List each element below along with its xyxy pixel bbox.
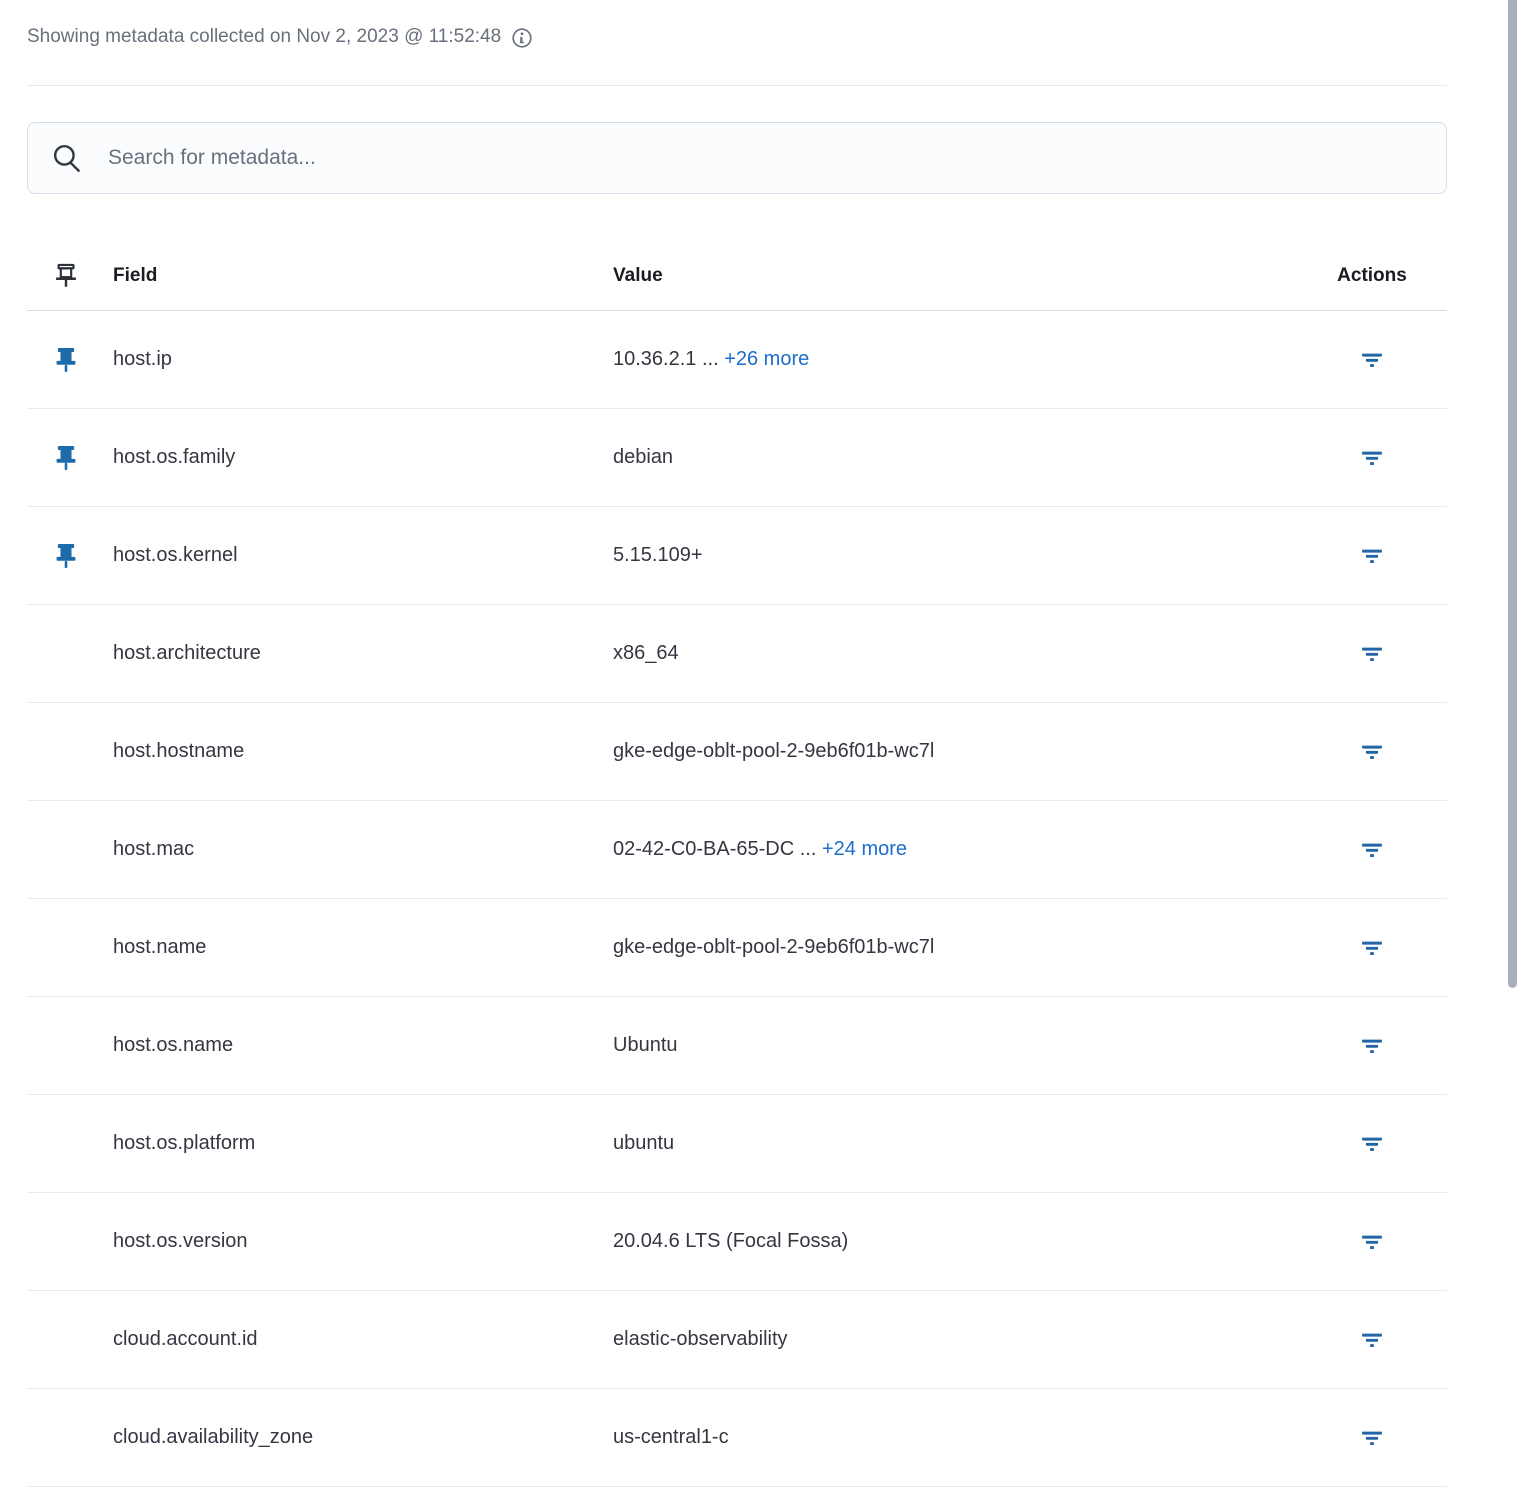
field-name: host.os.kernel <box>113 544 238 566</box>
info-icon[interactable] <box>511 27 533 49</box>
table-row <box>27 1291 1447 1389</box>
pin-outline-icon <box>53 263 79 289</box>
filter-icon <box>1361 643 1383 665</box>
table-row <box>27 997 1447 1095</box>
table-row <box>27 605 1447 703</box>
filter-actions-button[interactable] <box>1355 637 1389 671</box>
pin-button[interactable] <box>50 442 82 474</box>
status-bar <box>27 0 1447 51</box>
filter-icon <box>1361 1035 1383 1057</box>
field-value: 5.15.109+ <box>613 544 703 566</box>
filter-actions-button[interactable] <box>1355 343 1389 377</box>
column-header-value: Value <box>613 264 663 286</box>
table-row <box>27 1389 1447 1487</box>
divider <box>27 85 1447 86</box>
field-value: x86_64 <box>613 642 679 664</box>
filter-actions-button[interactable] <box>1355 931 1389 965</box>
pin-button[interactable] <box>50 540 82 572</box>
field-name: host.os.name <box>113 1034 234 1056</box>
field-value: elastic-observability <box>613 1328 788 1350</box>
table-header-row <box>27 241 1447 311</box>
field-name: host.mac <box>113 838 195 860</box>
metadata-table <box>27 241 1447 1487</box>
pin-icon <box>53 445 79 471</box>
filter-icon <box>1361 1133 1383 1155</box>
more-values-link[interactable]: +26 more <box>724 348 810 370</box>
table-body <box>27 311 1447 1487</box>
table-row <box>27 1193 1447 1291</box>
table-row <box>27 801 1447 899</box>
table-row <box>27 703 1447 801</box>
field-value: 20.04.6 LTS (Focal Fossa) <box>613 1230 849 1252</box>
filter-actions-button[interactable] <box>1355 1225 1389 1259</box>
filter-icon <box>1361 839 1383 861</box>
field-value: gke-edge-oblt-pool-2-9eb6f01b-wc7l <box>613 740 935 762</box>
table-row <box>27 507 1447 605</box>
field-value: 10.36.2.1 ... <box>613 348 719 370</box>
filter-icon <box>1361 447 1383 469</box>
field-name: host.architecture <box>113 642 261 664</box>
search-input[interactable] <box>108 146 1422 170</box>
search-icon <box>52 143 82 173</box>
column-header-actions: Actions <box>1337 264 1407 286</box>
filter-actions-button[interactable] <box>1355 441 1389 475</box>
table-row <box>27 409 1447 507</box>
status-text: Showing metadata collected on Nov 2, 2023 @ 11:52:48 <box>27 26 502 47</box>
field-name: host.ip <box>113 348 172 370</box>
filter-actions-button[interactable] <box>1355 1323 1389 1357</box>
filter-actions-button[interactable] <box>1355 539 1389 573</box>
field-name: cloud.account.id <box>113 1328 258 1350</box>
table-row <box>27 1095 1447 1193</box>
filter-actions-button[interactable] <box>1355 833 1389 867</box>
field-value: gke-edge-oblt-pool-2-9eb6f01b-wc7l <box>613 936 935 958</box>
more-values-link[interactable]: +24 more <box>821 838 908 860</box>
table-row <box>27 899 1447 997</box>
filter-icon <box>1361 937 1383 959</box>
filter-actions-button[interactable] <box>1355 1421 1389 1455</box>
table-row <box>27 311 1447 409</box>
field-name: host.hostname <box>113 740 245 762</box>
scrollbar-thumb[interactable] <box>1508 0 1517 988</box>
filter-icon <box>1361 1427 1383 1449</box>
filter-icon <box>1361 545 1383 567</box>
filter-actions-button[interactable] <box>1355 1029 1389 1063</box>
pin-icon <box>53 543 79 569</box>
filter-icon <box>1361 1231 1383 1253</box>
pin-button[interactable] <box>50 344 82 376</box>
column-header-field: Field <box>113 264 158 286</box>
field-value: us-central1-c <box>613 1426 729 1448</box>
field-value: 02-42-C0-BA-65-DC ... <box>613 838 817 860</box>
filter-actions-button[interactable] <box>1355 735 1389 769</box>
field-name: host.name <box>113 936 207 958</box>
field-value: debian <box>613 446 674 468</box>
field-name: host.os.family <box>113 446 236 468</box>
filter-actions-button[interactable] <box>1355 1127 1389 1161</box>
pin-icon <box>53 347 79 373</box>
search-box <box>27 122 1447 194</box>
pin-column-header <box>27 263 105 289</box>
filter-icon <box>1361 741 1383 763</box>
field-value: ubuntu <box>613 1132 675 1154</box>
field-name: host.os.version <box>113 1230 248 1252</box>
field-value: Ubuntu <box>613 1034 678 1056</box>
filter-icon <box>1361 1329 1383 1351</box>
filter-icon <box>1361 349 1383 371</box>
field-name: host.os.platform <box>113 1132 256 1154</box>
field-name: cloud.availability_zone <box>113 1426 314 1448</box>
